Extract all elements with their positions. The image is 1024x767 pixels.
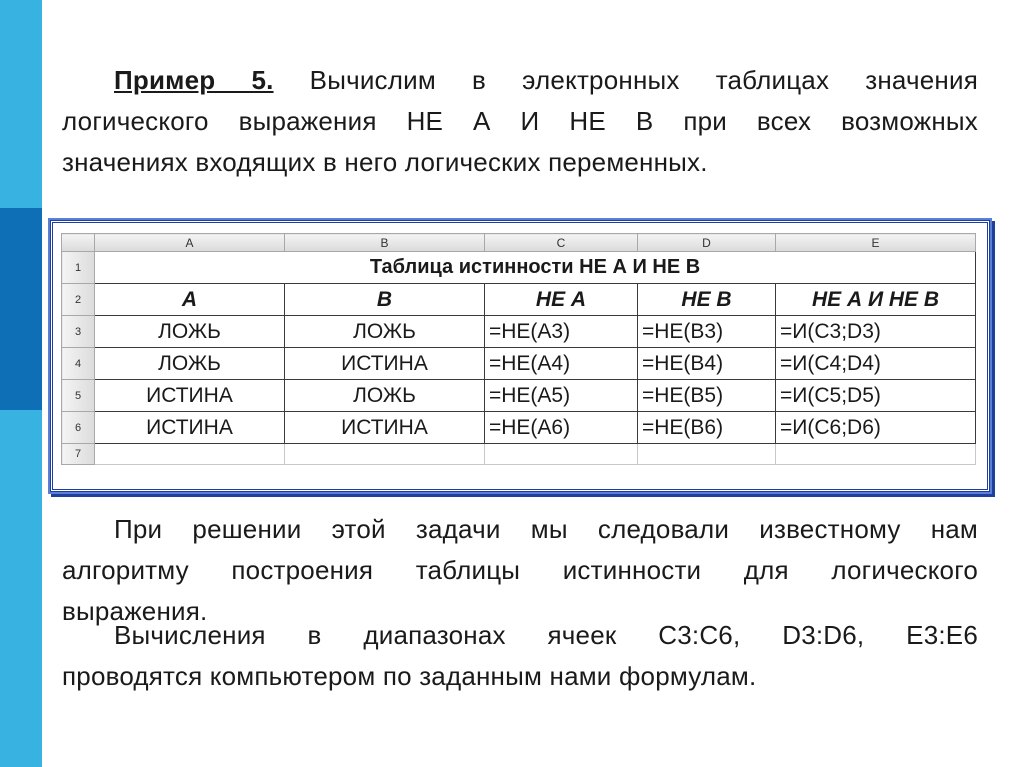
cell-b3[interactable]: ЛОЖЬ — [285, 316, 485, 348]
column-header-d[interactable]: D — [638, 234, 776, 252]
row-header-4[interactable]: 4 — [62, 348, 95, 380]
conclusion-paragraph-2 — [62, 615, 978, 697]
header-cell-a[interactable]: А — [95, 284, 285, 316]
cell-a7[interactable] — [95, 444, 285, 465]
row-header-7[interactable]: 7 — [62, 444, 95, 465]
cell-a3[interactable]: ЛОЖЬ — [95, 316, 285, 348]
sheet-row-7 — [62, 444, 976, 465]
table-title-cell[interactable]: Таблица истинности НЕ А И НЕ В — [95, 252, 976, 284]
spreadsheet-screenshot — [50, 220, 990, 492]
row-header-6[interactable]: 6 — [62, 412, 95, 444]
column-header-a[interactable]: A — [95, 234, 285, 252]
sheet-row-1 — [62, 252, 976, 284]
row-header-3[interactable]: 3 — [62, 316, 95, 348]
header-cell-result[interactable]: НЕ А И НЕ В — [776, 284, 976, 316]
cell-e3[interactable]: =И(C3;D3) — [776, 316, 976, 348]
cell-c5[interactable]: =НЕ(A5) — [485, 380, 638, 412]
cell-c7[interactable] — [485, 444, 638, 465]
left-accent-block — [0, 208, 42, 410]
intro-line-1 — [62, 60, 978, 101]
cell-b4[interactable]: ИСТИНА — [285, 348, 485, 380]
cell-d3[interactable]: =НЕ(B3) — [638, 316, 776, 348]
row-header-5[interactable]: 5 — [62, 380, 95, 412]
cell-c3[interactable]: =НЕ(A3) — [485, 316, 638, 348]
intro-line-2: логического выражения НЕ А И НЕ В при всех возможных — [62, 106, 978, 136]
cell-d5[interactable]: =НЕ(B5) — [638, 380, 776, 412]
column-header-b[interactable]: B — [285, 234, 485, 252]
cell-e6[interactable]: =И(C6;D6) — [776, 412, 976, 444]
example-label: Пример 5. — [114, 65, 274, 95]
cell-d6[interactable]: =НЕ(B6) — [638, 412, 776, 444]
cell-b6[interactable]: ИСТИНА — [285, 412, 485, 444]
cell-b7[interactable] — [285, 444, 485, 465]
cell-a6[interactable]: ИСТИНА — [95, 412, 285, 444]
cell-d7[interactable] — [638, 444, 776, 465]
cell-d4[interactable]: =НЕ(B4) — [638, 348, 776, 380]
conclusion-2-line-1: Вычисления в диапазонах ячеек C3:C6, D3:D6, E3:E6 — [114, 620, 978, 650]
cell-c6[interactable]: =НЕ(A6) — [485, 412, 638, 444]
cell-e7[interactable] — [776, 444, 976, 465]
conclusion-1-line-2: алгоритму построения таблицы истинности для логического — [62, 555, 978, 585]
spreadsheet-grid — [61, 233, 976, 465]
intro-paragraph — [62, 60, 978, 183]
column-header-row — [62, 234, 976, 252]
conclusion-paragraph-1 — [62, 509, 978, 632]
cell-a4[interactable]: ЛОЖЬ — [95, 348, 285, 380]
cell-a5[interactable]: ИСТИНА — [95, 380, 285, 412]
intro-line-3: значениях входящих в него логических переменных. — [62, 147, 708, 177]
row-header-2[interactable]: 2 — [62, 284, 95, 316]
select-all-corner[interactable] — [62, 234, 95, 252]
cell-e4[interactable]: =И(C4;D4) — [776, 348, 976, 380]
sheet-row-4 — [62, 348, 976, 380]
sheet-row-6 — [62, 412, 976, 444]
row-header-1[interactable]: 1 — [62, 252, 95, 284]
cell-c4[interactable]: =НЕ(A4) — [485, 348, 638, 380]
column-header-e[interactable]: E — [776, 234, 976, 252]
conclusion-1-line-3: выражения. — [62, 596, 208, 626]
header-cell-not-a[interactable]: НЕ А — [485, 284, 638, 316]
sheet-row-2 — [62, 284, 976, 316]
cell-b5[interactable]: ЛОЖЬ — [285, 380, 485, 412]
conclusion-1-line-1: При решении этой задачи мы следовали известному нам — [114, 514, 978, 544]
column-header-c[interactable]: C — [485, 234, 638, 252]
header-cell-not-b[interactable]: НЕ В — [638, 284, 776, 316]
sheet-row-3 — [62, 316, 976, 348]
header-cell-b[interactable]: В — [285, 284, 485, 316]
sheet-row-5 — [62, 380, 976, 412]
conclusion-2-line-2: проводятся компьютером по заданным нами формулам. — [62, 661, 757, 691]
cell-e5[interactable]: =И(C5;D5) — [776, 380, 976, 412]
intro-line-1-text: Вычислим в электронных таблицах значения — [309, 65, 978, 95]
